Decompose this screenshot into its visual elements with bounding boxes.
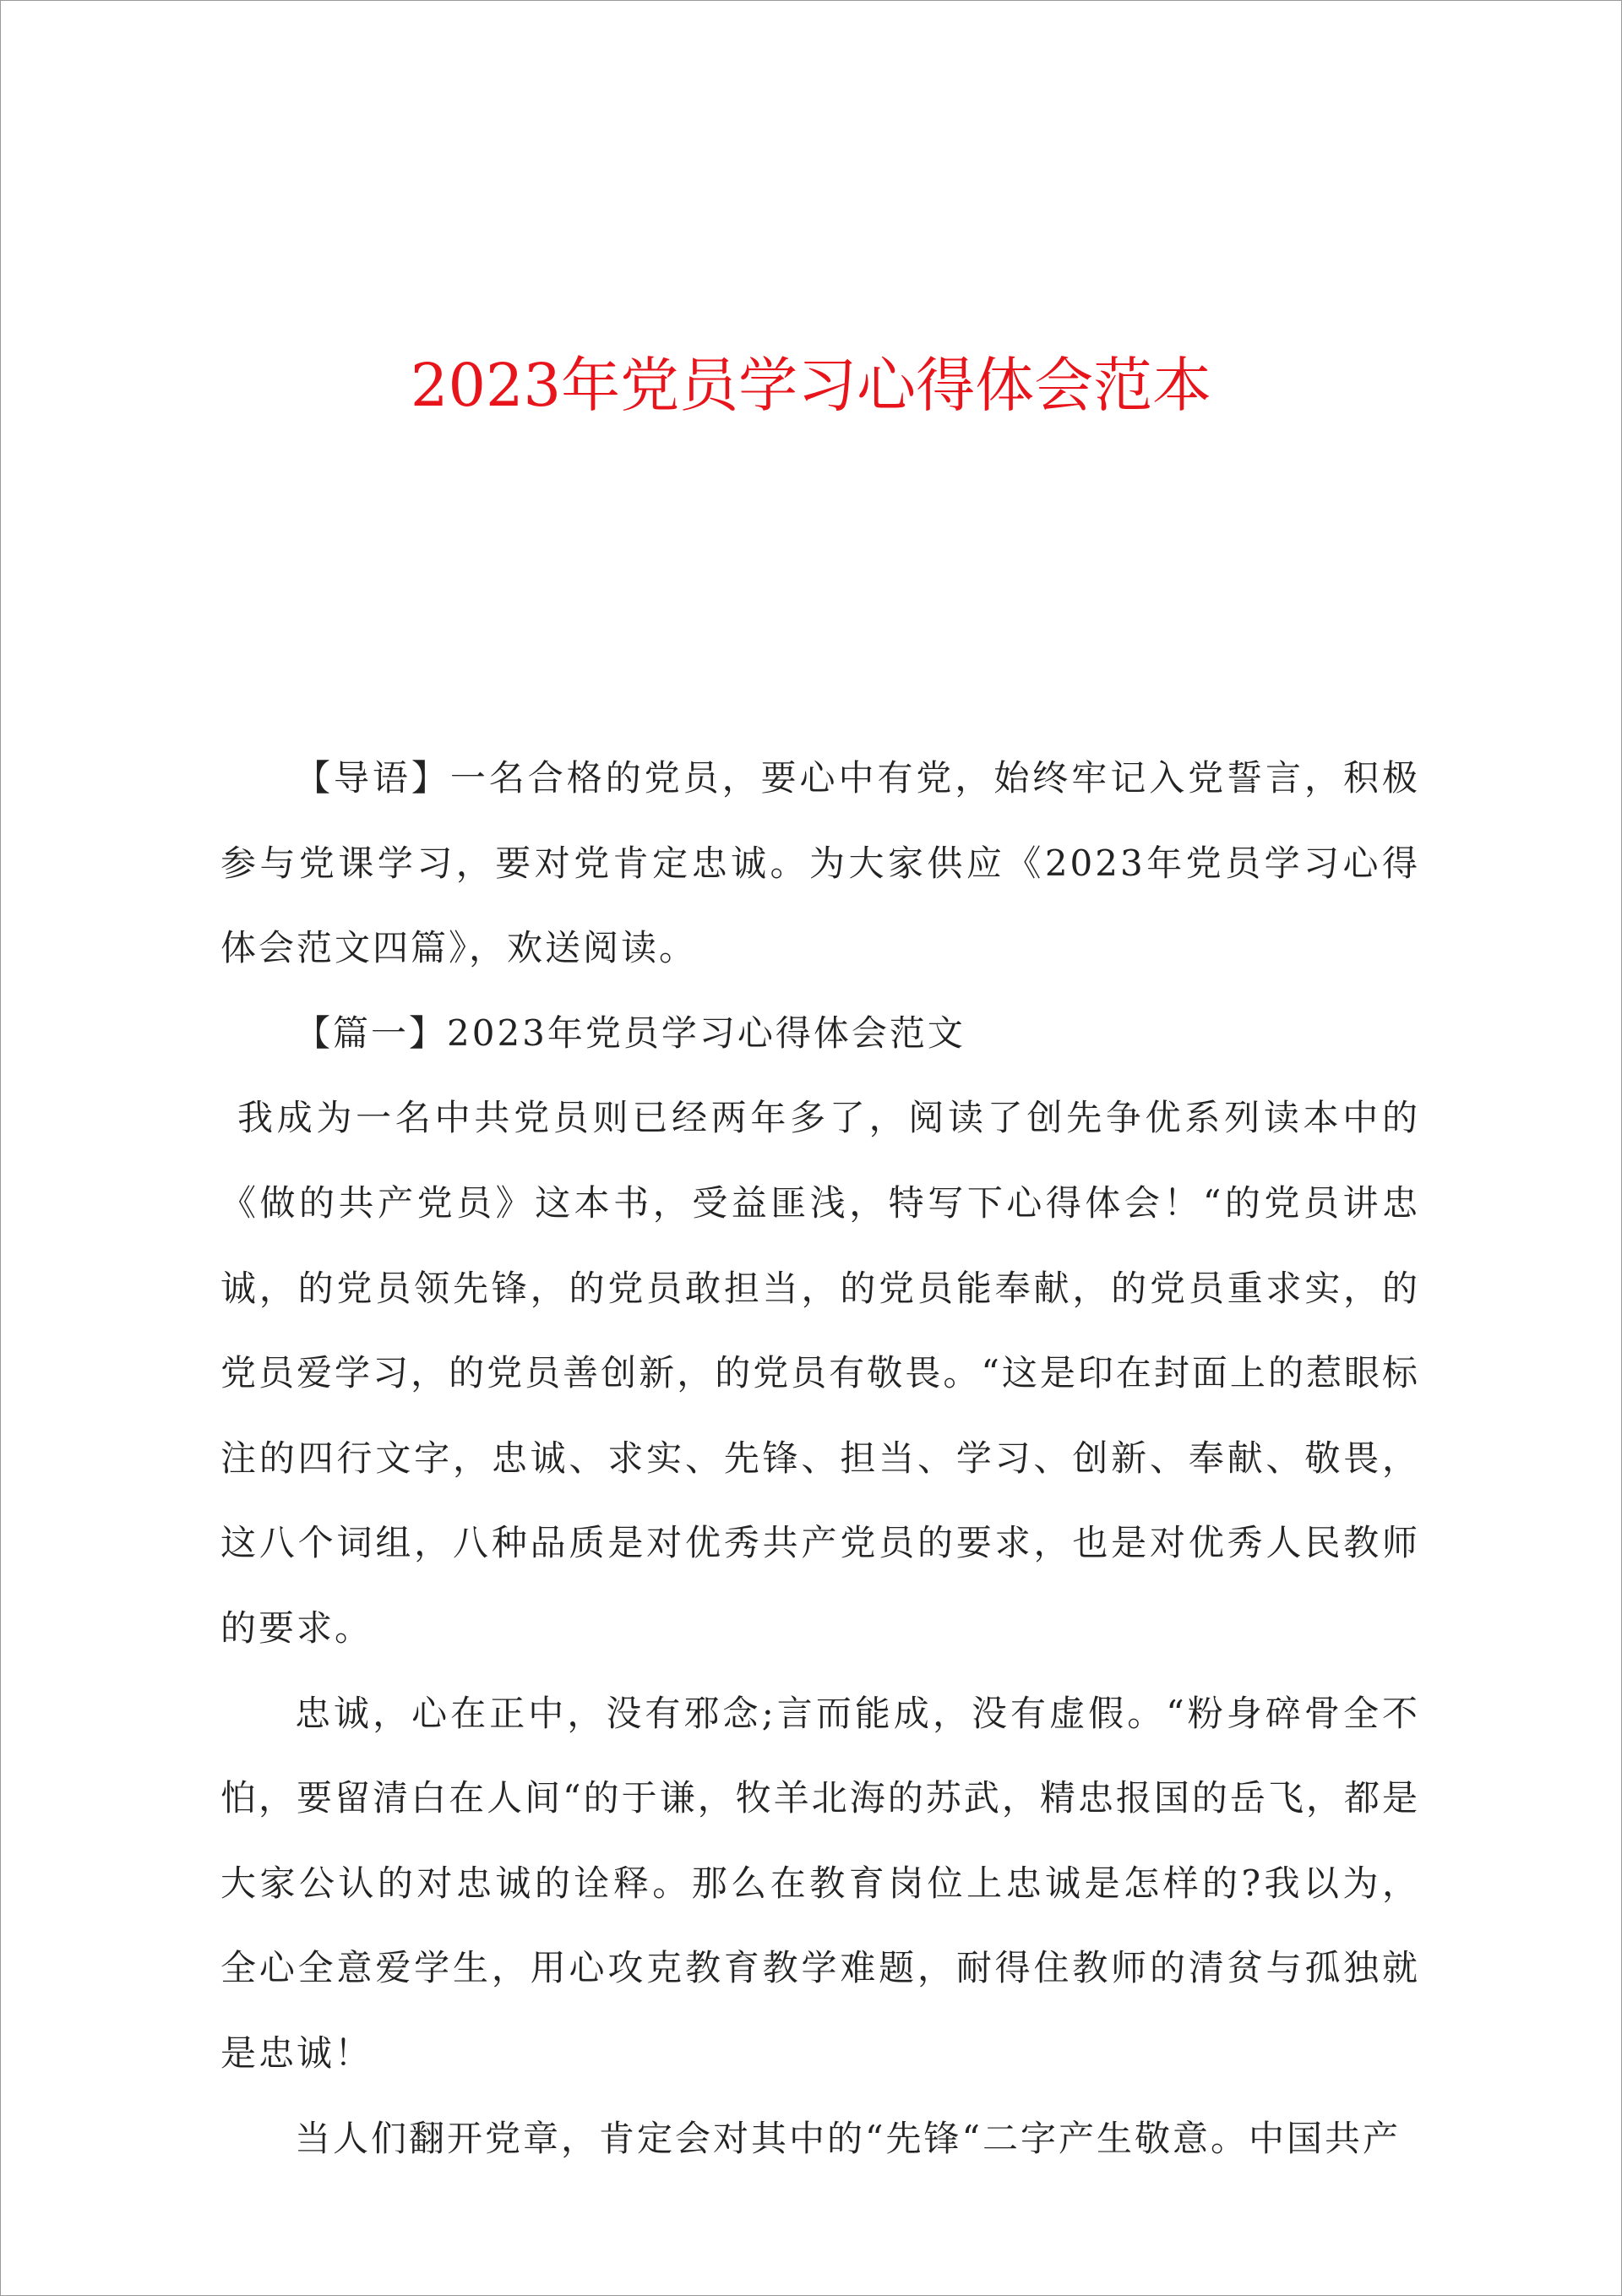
intro-paragraph: 【导语】一名合格的党员，要心中有党，始终牢记入党誓言，积极参与党课学习，要对党肯定忠诚。为大家供应《2023年党员学习心得体会范文四篇》，欢送阅读。: [220, 757, 1420, 969]
body-paragraph: 忠诚，心在正中，没有邪念;言而能成，没有虚假。“粉身碎骨全不怕，要留清白在人间“的于谦，牧羊北海的苏武，精忠报国的岳飞，都是大家公认的对忠诚的诠释。那么在教育岗位上忠诚是怎样的?我以为，全心全意爱学生，用心攻克教育教学难题，耐得住教师的清贫与孤独就是忠诚！: [220, 1692, 1420, 2074]
body-paragraph: 我成为一名中共党员则已经两年多了，阅读了创先争优系列读本中的《做的共产党员》这本书，受益匪浅，特写下心得体会！“的党员讲忠诚，的党员领先锋，的党员敢担当，的党员能奉献，的党员重求实，的党员爱学习，的党员善创新，的党员有敬畏。“这是印在封面上的惹眼标注的四行文字，忠诚、求实、先锋、担当、学习、创新、奉献、敬畏，这八个词组，八种品质是对优秀共产党员的要求，也是对优秀人民教师的要求。: [220, 1097, 1420, 1649]
body-paragraph: 当人们翻开党章，肯定会对其中的“先锋“二字产生敬意。中国共产: [295, 2117, 1401, 2159]
document-title: 2023年党员学习心得体会范本: [410, 351, 1212, 420]
section-heading: 【篇一】2023年党员学习心得体会范文: [295, 1012, 966, 1054]
document-body: [220, 736, 1420, 2181]
